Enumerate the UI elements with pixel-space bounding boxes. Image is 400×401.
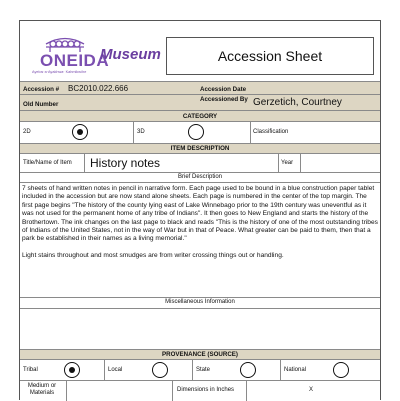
logo-tagline: Ayelos·a·Ayakhwa· Kahmikwíhe [32,70,87,74]
brief-description-label: Brief Description [177,174,222,180]
accession-number-value[interactable]: BC2010.022.666 [68,84,129,93]
provenance-tribal-radio[interactable] [64,362,80,378]
accession-sheet [19,20,381,400]
accession-number-label: Accession # [23,86,60,93]
category-2d-radio[interactable] [72,124,88,140]
sheet-title: Accession Sheet [217,48,323,64]
provenance-local-label: Local [108,367,123,373]
provenance-state-label: State [196,367,211,373]
provenance-local-radio[interactable] [152,362,168,378]
provenance-national-label: National [284,367,307,373]
brief-description-text[interactable] [22,185,379,261]
title-box [166,37,374,75]
brief-description-paragraph-1: 7 sheets of hand written notes in pencil in narrative form. Each page used to be bound in a blue construction paper tablet included in the accession but are now stand alone sheets. Each page is numbered in the center of the top margin. The first page begins "The history of the county lying east of Lake Winnebago prior to the 19th century was uneventful as it was not used for the permanent home of any tribe of Indians". It then goes to New England and starts the history of the Brothertown. The ink changes on the last page to black and reads "This is the history of one of the most outstanding tribes of Indians of the United States, not in the way of War but in that of Peace. What greater can be paid to them, then that a park be established in their names as a living memorial." [22,185,378,243]
provenance-state-radio[interactable] [240,362,256,378]
brief-description-paragraph-2: Light stains throughout and most smudges are from writer crossing things out or handling. [22,252,284,260]
dimensions-label: Dimensions in Inches [177,387,235,393]
dimensions-separator: X [309,387,314,393]
provenance-tribal-label: Tribal [23,367,38,373]
medium-label: Medium or Materials [27,383,57,396]
category-2d-label: 2D [23,129,31,135]
oneida-logo [26,35,110,81]
category-3d-radio[interactable] [188,124,204,140]
provenance-heading: PROVENANCE (SOURCE) [162,351,238,358]
category-heading: CATEGORY [182,113,218,120]
item-title-value[interactable]: History notes [90,156,161,170]
radio-selected-dot [69,367,75,373]
misc-information-label: Miscellaneous Information [165,299,235,305]
year-label: Year [281,160,294,166]
accessioned-by-label: Accessioned By [200,96,248,103]
item-title-label: Title/Name of Item [23,160,72,166]
old-number-label: Old Number [23,101,59,108]
accessioned-by-value[interactable]: Gerzetich, Courtney [253,97,342,108]
museum-label: Museum [100,46,161,63]
provenance-national-radio[interactable] [333,362,349,378]
radio-selected-dot [77,129,83,135]
classification-label: Classification [253,129,289,135]
accession-date-label: Accession Date [200,86,247,93]
category-3d-label: 3D [137,129,145,135]
item-description-heading: ITEM DESCRIPTION [170,145,230,152]
logo-wordmark: ONEIDA [40,51,110,70]
